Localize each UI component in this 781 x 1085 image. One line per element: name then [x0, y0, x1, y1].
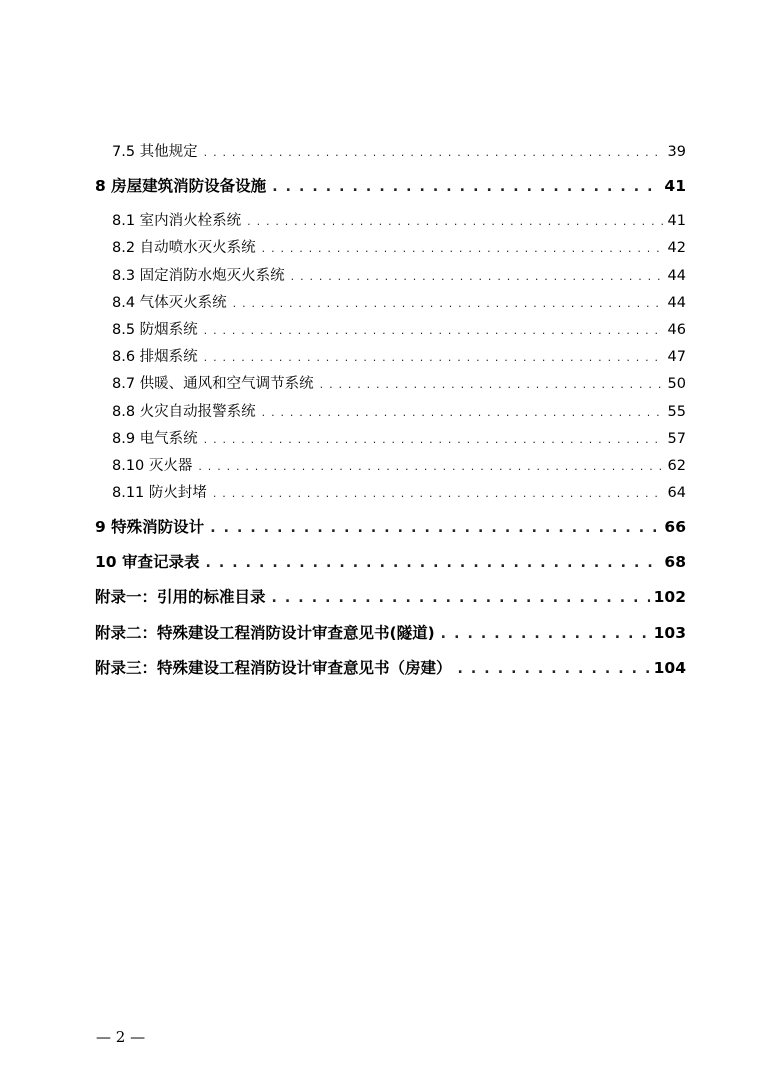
toc-entry-page: 66 [664, 518, 686, 536]
toc-entry[interactable] [112, 209, 686, 230]
leader-dots [458, 661, 650, 677]
leader-dots [210, 520, 660, 536]
toc-entry[interactable] [112, 291, 686, 312]
toc-entry-page: 68 [664, 553, 686, 571]
toc-entry-label: 8.2 自动喷水灭火系统 [112, 240, 256, 256]
toc-entry[interactable] [95, 621, 686, 643]
toc-entry[interactable] [112, 140, 686, 161]
toc-entry-label: 8.10 灭火器 [112, 458, 193, 474]
toc-entry[interactable] [95, 515, 686, 537]
toc-entry-page: 42 [667, 240, 686, 256]
leader-dots [272, 590, 650, 606]
toc-entry-label: 8.7 供暖、通风和空气调节系统 [112, 376, 314, 392]
toc-entry[interactable] [112, 318, 686, 339]
toc-entry-label: 8.3 固定消防水炮灭火系统 [112, 268, 285, 284]
toc-entry-label: 8.4 气体灭火系统 [112, 295, 227, 311]
leader-dots [291, 270, 664, 283]
toc-entry-label: 9 特殊消防设计 [95, 518, 205, 536]
toc-entry-label: 8.9 电气系统 [112, 431, 198, 447]
toc-entry-label: 10 审查记录表 [95, 553, 200, 571]
toc-entry-page: 47 [667, 349, 686, 365]
toc-entry[interactable] [112, 400, 686, 421]
leader-dots [205, 555, 660, 571]
toc-entry[interactable] [95, 174, 686, 196]
toc-entry[interactable] [112, 372, 686, 393]
toc-entry-page: 55 [667, 404, 686, 420]
leader-dots [272, 179, 660, 195]
toc-entry[interactable] [95, 585, 686, 607]
toc-entry-page: 44 [667, 268, 686, 284]
leader-dots [204, 351, 664, 364]
leader-dots [262, 242, 664, 255]
leader-dots [198, 460, 663, 473]
toc-entry[interactable] [112, 236, 686, 257]
leader-dots [262, 406, 664, 419]
toc-entry-page: 62 [667, 458, 686, 474]
toc-entry-page: 104 [653, 659, 686, 677]
toc-entry-page: 57 [667, 431, 686, 447]
toc-entry-label: 8.5 防烟系统 [112, 322, 198, 338]
toc-entry-label: 7.5 其他规定 [112, 144, 198, 160]
toc-entry-label: 8.11 防火封堵 [112, 485, 207, 501]
toc-entry[interactable] [112, 481, 686, 502]
leader-dots [204, 146, 664, 159]
toc-entry[interactable] [112, 264, 686, 285]
toc-entry-label: 附录二：特殊建设工程消防设计审查意见书(隧道) [95, 624, 435, 642]
toc-entry-page: 46 [667, 322, 686, 338]
toc-entry-label: 8.6 排烟系统 [112, 349, 198, 365]
page-number: — 2 — [96, 1028, 146, 1046]
toc-entry-page: 102 [653, 588, 686, 606]
toc-entry-label: 附录一：引用的标准目录 [95, 588, 266, 606]
leader-dots [204, 433, 664, 446]
leader-dots [247, 215, 663, 228]
leader-dots [204, 324, 664, 337]
toc-entry-page: 39 [667, 144, 686, 160]
toc-entry-label: 8.8 火灾自动报警系统 [112, 404, 256, 420]
toc-entry[interactable] [95, 656, 686, 678]
leader-dots [233, 297, 664, 310]
toc-entry-page: 41 [664, 177, 686, 195]
leader-dots [320, 378, 664, 391]
toc-entry-page: 50 [667, 376, 686, 392]
toc-entry-label: 8 房屋建筑消防设备设施 [95, 177, 267, 195]
toc-entry-page: 41 [667, 213, 686, 229]
toc-entry-page: 44 [667, 295, 686, 311]
toc-entry[interactable] [112, 454, 686, 475]
leader-dots [213, 487, 664, 500]
toc-entry-label: 8.1 室内消火栓系统 [112, 213, 242, 229]
toc-entry[interactable] [112, 427, 686, 448]
toc-entry-page: 103 [653, 624, 686, 642]
toc-entry-label: 附录三：特殊建设工程消防设计审查意见书（房建） [95, 659, 452, 677]
toc-entry[interactable] [95, 550, 686, 572]
toc-entry[interactable] [112, 345, 686, 366]
toc-entry-page: 64 [667, 485, 686, 501]
leader-dots [441, 626, 650, 642]
